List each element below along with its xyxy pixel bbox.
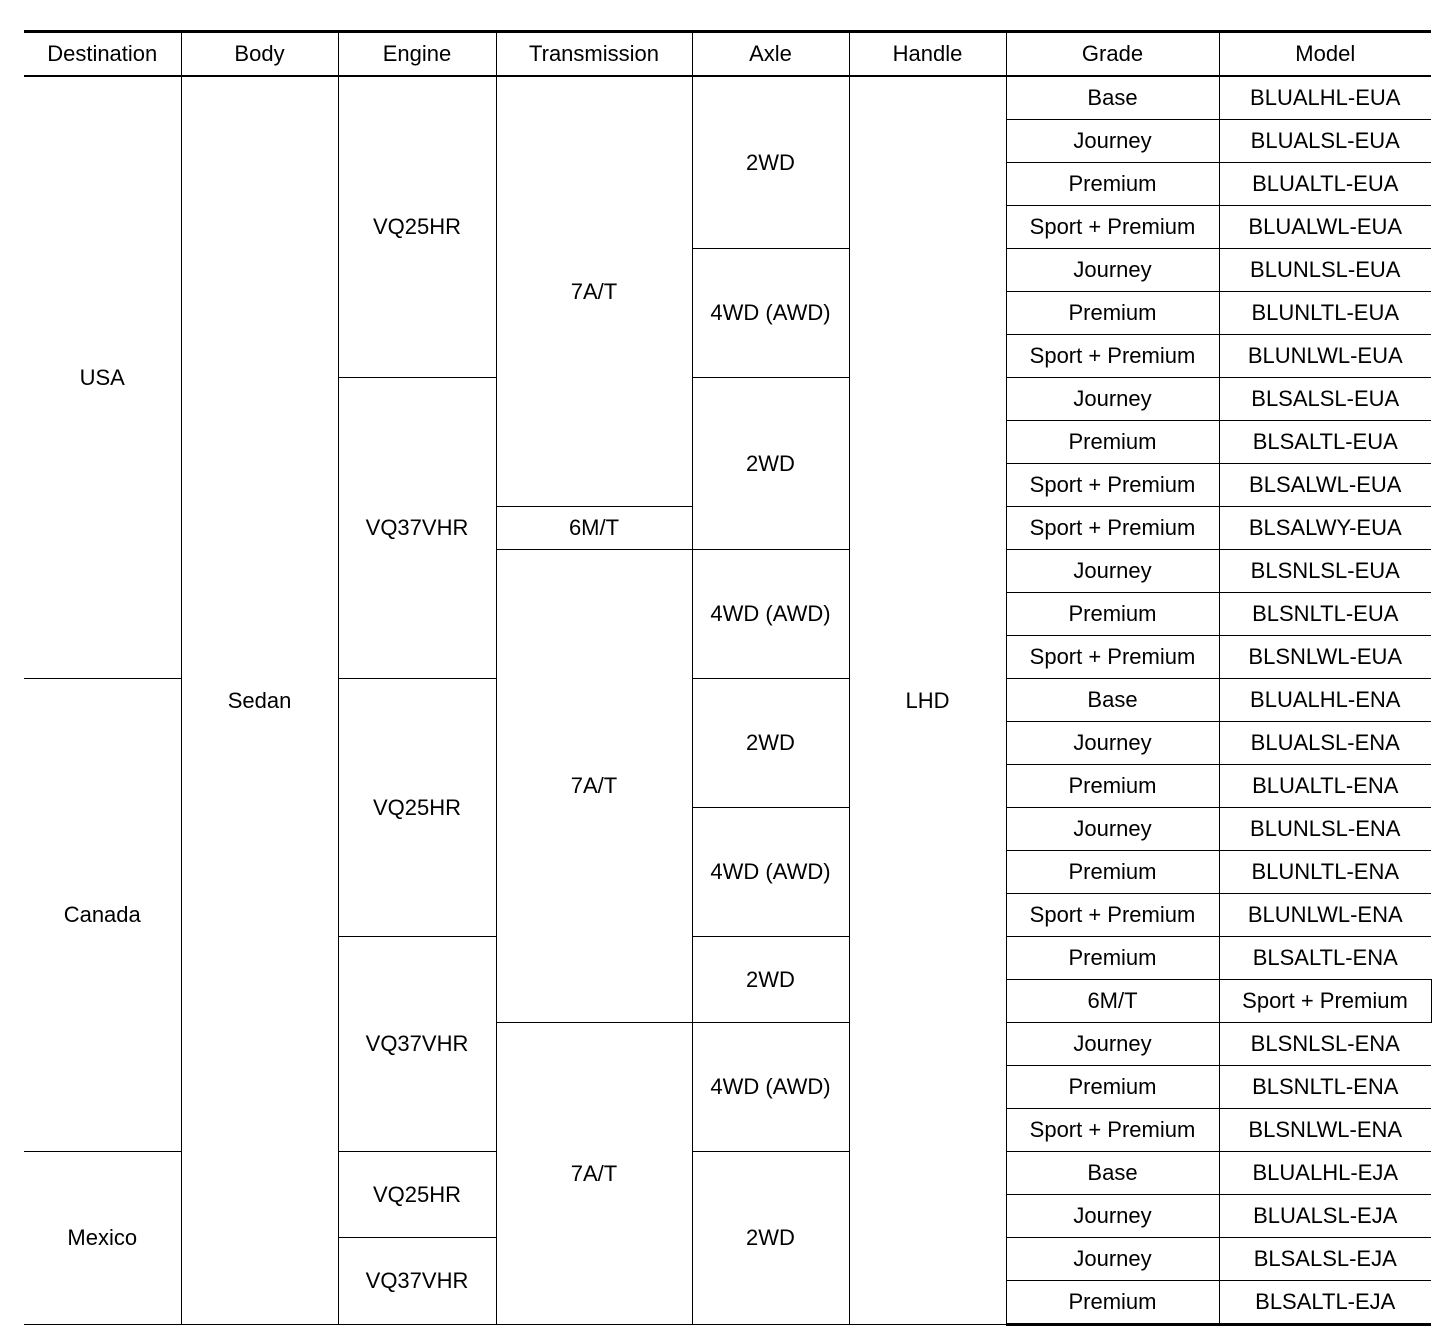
model-cell: BLUALWL-EUA <box>1219 206 1431 249</box>
header-row <box>24 32 1431 77</box>
grade-cell: Premium <box>1006 292 1219 335</box>
model-cell: BLSALTL-EUA <box>1219 421 1431 464</box>
grade-cell: Journey <box>1006 1238 1219 1281</box>
model-cell: BLSALWL-EUA <box>1219 464 1431 507</box>
body-cell: Sedan <box>181 76 338 1325</box>
axle-cell: 4WD (AWD) <box>692 249 849 378</box>
grade-cell: Premium <box>1006 593 1219 636</box>
model-cell: BLUALSL-EUA <box>1219 120 1431 163</box>
grade-cell: Sport + Premium <box>1006 894 1219 937</box>
model-cell: BLUALTL-ENA <box>1219 765 1431 808</box>
transmission-cell: 7A/T <box>496 76 692 507</box>
axle-cell: 4WD (AWD) <box>692 550 849 679</box>
model-cell: BLSNLWL-ENA <box>1219 1109 1431 1152</box>
header-grade: Grade <box>1006 32 1219 77</box>
transmission-cell: 6M/T <box>1006 980 1219 1023</box>
transmission-cell: 7A/T <box>496 550 692 1023</box>
grade-cell: Base <box>1006 76 1219 120</box>
header-handle: Handle <box>849 32 1006 77</box>
axle-cell: 2WD <box>692 76 849 249</box>
model-cell: BLUNLWL-EUA <box>1219 335 1431 378</box>
grade-cell: Premium <box>1006 163 1219 206</box>
axle-cell: 2WD <box>692 937 849 1023</box>
model-cell: BLSALSL-EUA <box>1219 378 1431 421</box>
model-cell: BLUNLSL-EUA <box>1219 249 1431 292</box>
destination-cell: Canada <box>24 679 181 1152</box>
destination-cell: Mexico <box>24 1152 181 1325</box>
grade-cell: Premium <box>1006 1066 1219 1109</box>
engine-cell: VQ37VHR <box>338 1238 496 1325</box>
model-table <box>24 30 1431 1326</box>
header-model: Model <box>1219 32 1431 77</box>
model-cell: BLSALTL-EJA <box>1219 1281 1431 1325</box>
engine-cell: VQ37VHR <box>338 378 496 679</box>
model-cell: BLUALHL-EJA <box>1219 1152 1431 1195</box>
axle-cell: 4WD (AWD) <box>692 808 849 937</box>
grade-cell: Sport + Premium <box>1006 636 1219 679</box>
model-cell: BLUALSL-ENA <box>1219 722 1431 765</box>
header-destination: Destination <box>24 32 181 77</box>
grade-cell: Premium <box>1006 421 1219 464</box>
header-body: Body <box>181 32 338 77</box>
axle-cell: 2WD <box>692 1152 849 1325</box>
engine-cell: VQ37VHR <box>338 937 496 1152</box>
grade-cell: Sport + Premium <box>1006 507 1219 550</box>
grade-cell: Journey <box>1006 378 1219 421</box>
handle-cell: LHD <box>849 76 1006 1325</box>
model-cell: BLSNLSL-ENA <box>1219 1023 1431 1066</box>
model-cell: BLUALSL-EJA <box>1219 1195 1431 1238</box>
model-cell: BLSNLWL-EUA <box>1219 636 1431 679</box>
header-transmission: Transmission <box>496 32 692 77</box>
axle-cell: 2WD <box>692 378 849 550</box>
grade-cell: Premium <box>1006 851 1219 894</box>
grade-cell: Journey <box>1006 249 1219 292</box>
grade-cell: Base <box>1006 1152 1219 1195</box>
header-axle: Axle <box>692 32 849 77</box>
grade-cell: Premium <box>1006 765 1219 808</box>
model-cell: BLSALSL-EJA <box>1219 1238 1431 1281</box>
grade-cell: Premium <box>1006 1281 1219 1325</box>
destination-cell: USA <box>24 76 181 679</box>
model-cell: BLSNLTL-EUA <box>1219 593 1431 636</box>
model-cell: BLUNLTL-EUA <box>1219 292 1431 335</box>
transmission-cell: 6M/T <box>496 507 692 550</box>
model-cell: BLUALTL-EUA <box>1219 163 1431 206</box>
grade-cell: Journey <box>1006 550 1219 593</box>
engine-cell: VQ25HR <box>338 679 496 937</box>
model-cell: BLSNLTL-ENA <box>1219 1066 1431 1109</box>
grade-cell: Sport + Premium <box>1006 206 1219 249</box>
grade-cell: Journey <box>1006 808 1219 851</box>
model-cell: BLSNLSL-EUA <box>1219 550 1431 593</box>
axle-cell: 2WD <box>692 679 849 808</box>
grade-cell: Premium <box>1006 937 1219 980</box>
grade-cell: Journey <box>1006 722 1219 765</box>
model-cell: BLSALWY-EUA <box>1219 507 1431 550</box>
grade-cell: Journey <box>1006 1195 1219 1238</box>
grade-cell: Journey <box>1006 120 1219 163</box>
model-cell: BLUALHL-EUA <box>1219 76 1431 120</box>
grade-cell: Base <box>1006 679 1219 722</box>
header-engine: Engine <box>338 32 496 77</box>
model-cell: BLSALTL-ENA <box>1219 937 1431 980</box>
model-cell: BLUNLSL-ENA <box>1219 808 1431 851</box>
model-cell: BLUNLWL-ENA <box>1219 894 1431 937</box>
grade-cell: Sport + Premium <box>1219 980 1431 1023</box>
table-row <box>24 76 1431 120</box>
engine-cell: VQ25HR <box>338 76 496 378</box>
model-cell: BLUNLTL-ENA <box>1219 851 1431 894</box>
axle-cell: 4WD (AWD) <box>692 1023 849 1152</box>
grade-cell: Sport + Premium <box>1006 1109 1219 1152</box>
grade-cell: Sport + Premium <box>1006 464 1219 507</box>
grade-cell: Journey <box>1006 1023 1219 1066</box>
model-cell: BLUALHL-ENA <box>1219 679 1431 722</box>
grade-cell: Sport + Premium <box>1006 335 1219 378</box>
engine-cell: VQ25HR <box>338 1152 496 1238</box>
transmission-cell: 7A/T <box>496 1023 692 1325</box>
